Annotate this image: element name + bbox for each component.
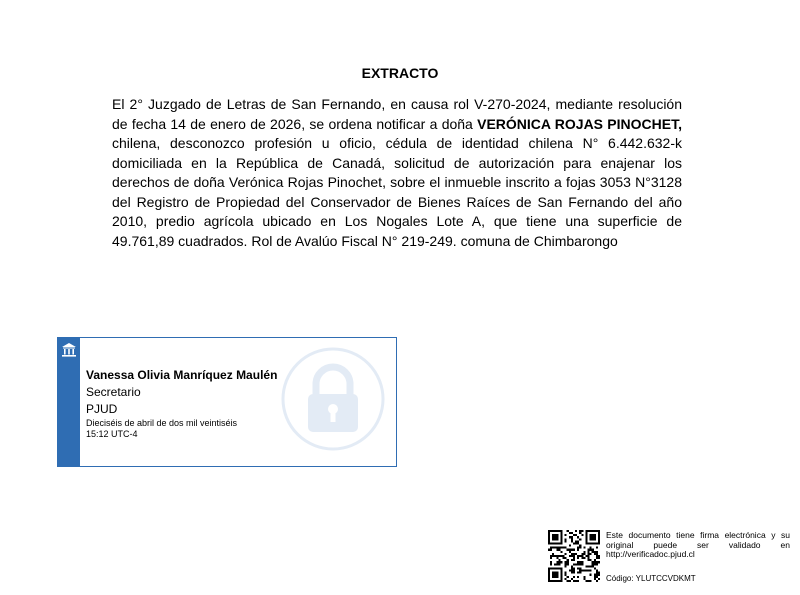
document-title: EXTRACTO <box>361 65 439 81</box>
signer-organization: PJUD <box>86 402 118 416</box>
notified-person-name: VERÓNICA ROJAS PINOCHET, <box>477 115 682 132</box>
lock-icon <box>280 346 386 452</box>
qr-code-icon <box>548 530 600 582</box>
signer-name: Vanessa Olivia Manríquez Maulén <box>86 368 278 382</box>
courthouse-icon <box>61 342 77 358</box>
signature-date <box>86 418 286 440</box>
extract-paragraph <box>112 95 682 251</box>
paragraph-part-1: El 2° Juzgado de Letras de San Fernando, en causa rol V-270-2024, mediante resolución de fecha 14 de enero de 2026, se ordena notificar a doña <box>112 96 682 132</box>
signature-time-text: 15:12 UTC-4 <box>86 429 138 439</box>
paragraph-part-2: chilena, desconozco profesión u oficio, cédula de identidad chilena N° 6.442.632-k domiciliada en la República de Canadá, solicitud de autorización para enajenar los derechos de doña Verónica Rojas Pinochet, sobre el inmueble inscrito a fojas 3053 N°3128 del Registro de Propiedad del Conservador de Bienes Raíces de San Fernando del año 2010, predio agrícola ubicado en Los Nogales Lote A, que tiene una superficie de 49.761,89 cuadrados. Rol de Avalúo Fiscal N° 219-249. comuna de Chimbarongo <box>112 135 682 249</box>
signer-role: Secretario <box>86 385 141 399</box>
verification-code: Código: YLUTCCVDKMT <box>606 574 696 583</box>
signature-side-bar <box>58 338 80 466</box>
electronic-signature-box <box>57 337 397 467</box>
verification-text: Este documento tiene firma electrónica y su original puede ser validado en http://verificadoc.pjud.cl <box>606 530 790 559</box>
verification-block <box>548 530 793 585</box>
signature-date-text: Dieciséis de abril de dos mil veintiséis <box>86 418 238 428</box>
